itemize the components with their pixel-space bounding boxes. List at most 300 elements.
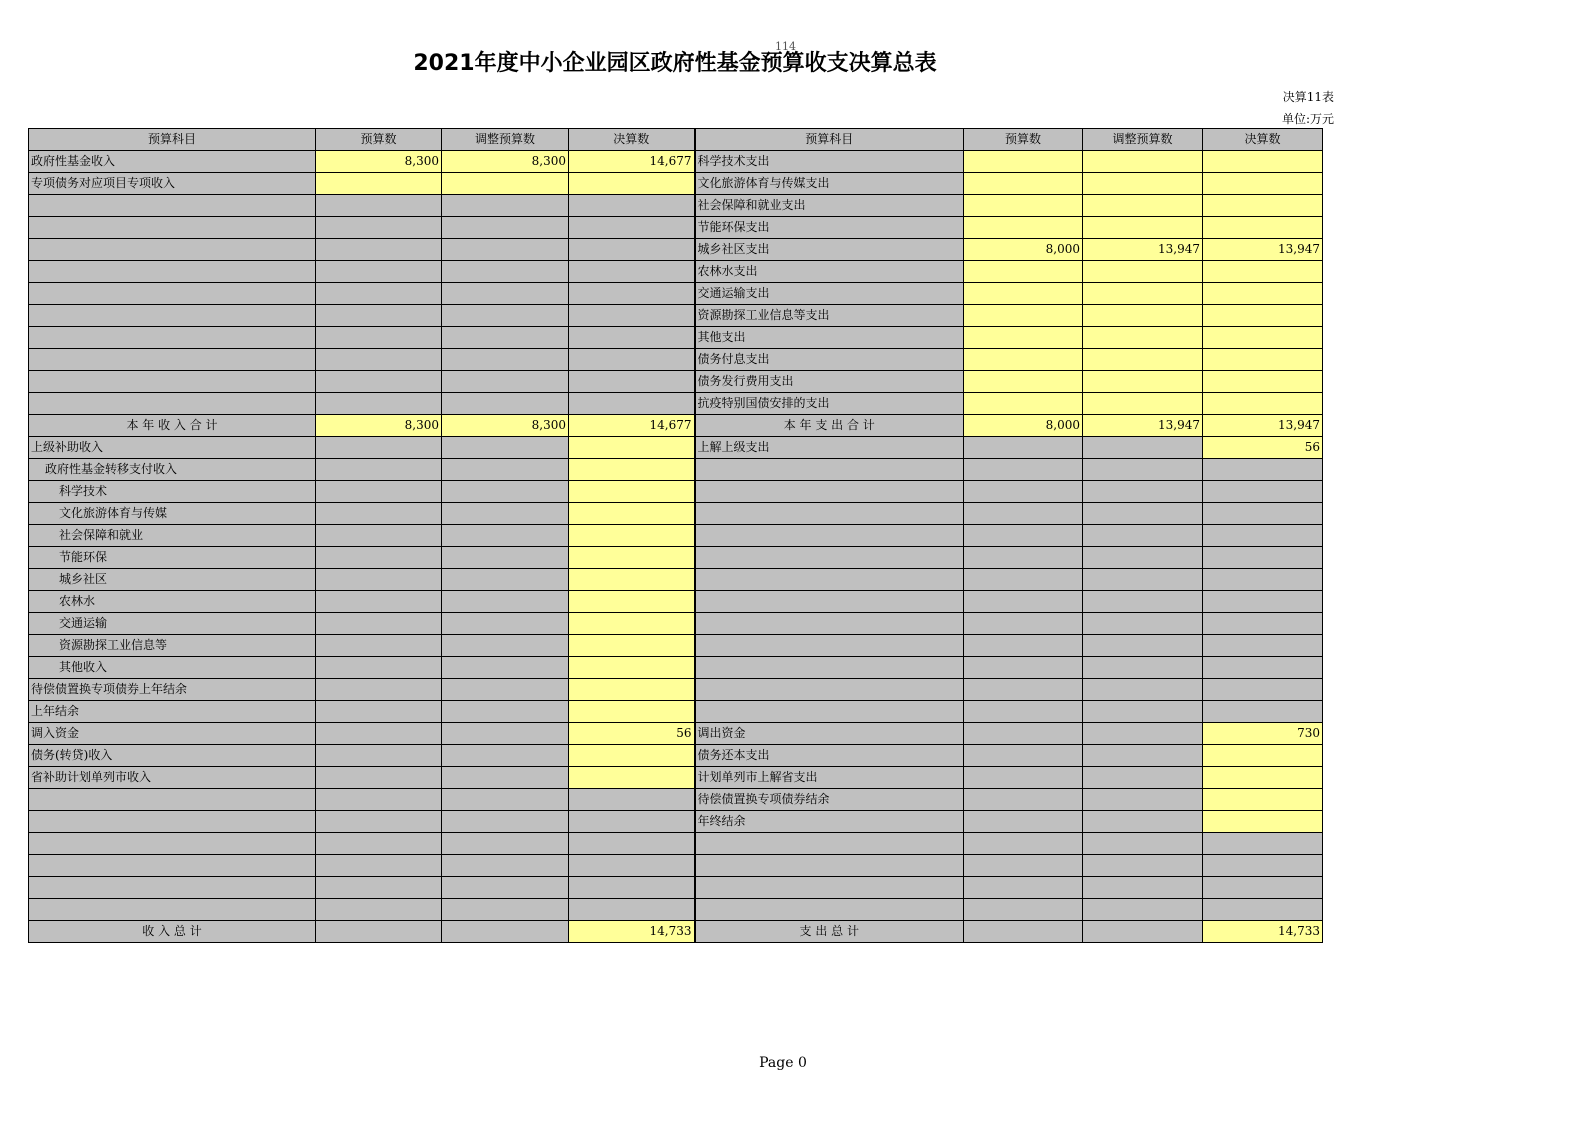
left-final-cell	[569, 349, 695, 371]
right-final-cell	[1203, 547, 1323, 569]
left-subject-cell: 收 入 总 计	[29, 921, 316, 943]
right-final-cell: 730	[1203, 723, 1323, 745]
left-adjusted-cell: 8,300	[442, 415, 569, 437]
left-budget-cell	[316, 217, 442, 239]
left-budget-cell	[316, 173, 442, 195]
right-final-cell	[1203, 481, 1323, 503]
left-adjusted-cell	[442, 239, 569, 261]
right-budget-cell	[964, 327, 1083, 349]
right-final-cell: 13,947	[1203, 239, 1323, 261]
right-final-cell	[1203, 569, 1323, 591]
right-subject-cell	[695, 899, 964, 921]
table-row	[29, 723, 1323, 745]
right-final-cell	[1203, 525, 1323, 547]
left-subject-cell	[29, 393, 316, 415]
page-title: 2021年度中小企业园区政府性基金预算收支决算总表	[413, 51, 937, 76]
left-adjusted-cell	[442, 855, 569, 877]
right-subject-cell	[695, 877, 964, 899]
table-row	[29, 327, 1323, 349]
right-subject-cell	[695, 635, 964, 657]
right-final-cell: 13,947	[1203, 415, 1323, 437]
right-budget-cell	[964, 877, 1083, 899]
left-adjusted-cell	[442, 767, 569, 789]
right-final-cell	[1203, 283, 1323, 305]
right-adjusted-cell	[1083, 217, 1203, 239]
left-adjusted-cell	[442, 327, 569, 349]
left-adjusted-cell	[442, 283, 569, 305]
right-subject-cell: 上解上级支出	[695, 437, 964, 459]
right-final-cell	[1203, 591, 1323, 613]
left-final-cell	[569, 701, 695, 723]
page-footer: Page 0	[759, 1055, 807, 1071]
left-subject-cell: 政府性基金转移支付收入	[29, 459, 316, 481]
right-adjusted-cell	[1083, 767, 1203, 789]
right-final-cell	[1203, 173, 1323, 195]
left-subject-cell: 政府性基金收入	[29, 151, 316, 173]
left-subject-cell	[29, 833, 316, 855]
left-budget-cell	[316, 635, 442, 657]
right-budget-cell	[964, 701, 1083, 723]
right-final-cell	[1203, 503, 1323, 525]
right-budget-cell: 8,000	[964, 415, 1083, 437]
right-adjusted-cell	[1083, 811, 1203, 833]
left-adjusted-cell	[442, 349, 569, 371]
left-budget-cell	[316, 657, 442, 679]
right-final-cell	[1203, 195, 1323, 217]
right-subject-cell	[695, 855, 964, 877]
left-final-cell	[569, 789, 695, 811]
right-final-cell	[1203, 393, 1323, 415]
header-right-subject: 预算科目	[695, 129, 964, 151]
right-budget-cell	[964, 657, 1083, 679]
right-subject-cell	[695, 459, 964, 481]
table-row	[29, 305, 1323, 327]
left-final-cell	[569, 635, 695, 657]
left-adjusted-cell	[442, 371, 569, 393]
left-adjusted-cell	[442, 877, 569, 899]
left-subject-cell	[29, 239, 316, 261]
right-subject-cell: 社会保障和就业支出	[695, 195, 964, 217]
right-budget-cell	[964, 525, 1083, 547]
left-subject-cell: 上年结余	[29, 701, 316, 723]
table-row	[29, 767, 1323, 789]
left-budget-cell	[316, 701, 442, 723]
right-final-cell	[1203, 459, 1323, 481]
header-left-final: 决算数	[569, 129, 695, 151]
right-final-cell	[1203, 349, 1323, 371]
left-adjusted-cell	[442, 195, 569, 217]
right-adjusted-cell	[1083, 547, 1203, 569]
left-subject-cell: 省补助计划单列市收入	[29, 767, 316, 789]
left-budget-cell: 8,300	[316, 151, 442, 173]
right-adjusted-cell	[1083, 635, 1203, 657]
left-subject-cell: 社会保障和就业	[29, 525, 316, 547]
left-budget-cell	[316, 525, 442, 547]
right-budget-cell	[964, 855, 1083, 877]
right-adjusted-cell	[1083, 349, 1203, 371]
left-final-cell	[569, 217, 695, 239]
right-adjusted-cell	[1083, 283, 1203, 305]
right-budget-cell	[964, 393, 1083, 415]
left-final-cell	[569, 811, 695, 833]
right-budget-cell	[964, 173, 1083, 195]
left-adjusted-cell	[442, 217, 569, 239]
right-adjusted-cell	[1083, 525, 1203, 547]
right-budget-cell	[964, 217, 1083, 239]
left-budget-cell	[316, 305, 442, 327]
right-subject-cell: 文化旅游体育与传媒支出	[695, 173, 964, 195]
left-final-cell	[569, 393, 695, 415]
right-subject-cell: 科学技术支出	[695, 151, 964, 173]
right-final-cell	[1203, 811, 1323, 833]
table-row	[29, 811, 1323, 833]
left-final-cell	[569, 767, 695, 789]
left-adjusted-cell	[442, 833, 569, 855]
right-budget-cell	[964, 767, 1083, 789]
right-final-cell	[1203, 305, 1323, 327]
table-row	[29, 195, 1323, 217]
left-budget-cell	[316, 393, 442, 415]
right-adjusted-cell	[1083, 393, 1203, 415]
left-subject-cell: 交通运输	[29, 613, 316, 635]
right-subject-cell: 抗疫特别国债安排的支出	[695, 393, 964, 415]
left-final-cell	[569, 503, 695, 525]
left-subject-cell	[29, 811, 316, 833]
left-adjusted-cell	[442, 481, 569, 503]
left-final-cell	[569, 305, 695, 327]
left-subject-cell	[29, 217, 316, 239]
right-final-cell	[1203, 613, 1323, 635]
left-budget-cell	[316, 195, 442, 217]
right-adjusted-cell	[1083, 877, 1203, 899]
header-right-budget: 预算数	[964, 129, 1083, 151]
right-adjusted-cell	[1083, 261, 1203, 283]
right-budget-cell	[964, 635, 1083, 657]
left-final-cell: 14,677	[569, 151, 695, 173]
right-final-cell	[1203, 371, 1323, 393]
right-subject-cell: 年终结余	[695, 811, 964, 833]
left-budget-cell	[316, 789, 442, 811]
table-row	[29, 591, 1323, 613]
right-subject-cell	[695, 525, 964, 547]
right-subject-cell: 其他支出	[695, 327, 964, 349]
left-final-cell	[569, 833, 695, 855]
left-final-cell	[569, 899, 695, 921]
header-row	[29, 129, 1323, 151]
left-adjusted-cell	[442, 525, 569, 547]
right-budget-cell	[964, 569, 1083, 591]
right-budget-cell	[964, 921, 1083, 943]
table-row	[29, 371, 1323, 393]
left-subject-cell: 待偿债置换专项债券上年结余	[29, 679, 316, 701]
right-adjusted-cell	[1083, 503, 1203, 525]
right-final-cell	[1203, 217, 1323, 239]
right-subject-cell	[695, 569, 964, 591]
table-row	[29, 789, 1323, 811]
table-row	[29, 547, 1323, 569]
right-adjusted-cell	[1083, 173, 1203, 195]
left-budget-cell	[316, 239, 442, 261]
table-row	[29, 525, 1323, 547]
right-subject-cell	[695, 547, 964, 569]
left-adjusted-cell	[442, 503, 569, 525]
left-subject-cell: 科学技术	[29, 481, 316, 503]
table-row	[29, 701, 1323, 723]
left-final-cell	[569, 525, 695, 547]
table-row	[29, 173, 1323, 195]
right-adjusted-cell	[1083, 701, 1203, 723]
table-row	[29, 261, 1323, 283]
left-budget-cell	[316, 371, 442, 393]
right-budget-cell	[964, 261, 1083, 283]
left-final-cell	[569, 173, 695, 195]
right-subject-cell: 债务发行费用支出	[695, 371, 964, 393]
table-row	[29, 833, 1323, 855]
table-row	[29, 613, 1323, 635]
left-final-cell	[569, 261, 695, 283]
right-budget-cell	[964, 745, 1083, 767]
left-final-cell: 14,733	[569, 921, 695, 943]
right-budget-cell	[964, 723, 1083, 745]
left-subject-cell: 专项债务对应项目专项收入	[29, 173, 316, 195]
left-final-cell	[569, 657, 695, 679]
header-left-budget: 预算数	[316, 129, 442, 151]
right-adjusted-cell	[1083, 921, 1203, 943]
right-subject-cell	[695, 481, 964, 503]
table-row	[29, 349, 1323, 371]
right-budget-cell	[964, 481, 1083, 503]
right-budget-cell	[964, 811, 1083, 833]
right-final-cell	[1203, 151, 1323, 173]
right-adjusted-cell	[1083, 855, 1203, 877]
left-subject-cell	[29, 261, 316, 283]
page-mark: 114	[775, 40, 796, 53]
right-budget-cell	[964, 547, 1083, 569]
table-row	[29, 745, 1323, 767]
left-adjusted-cell	[442, 745, 569, 767]
left-final-cell	[569, 591, 695, 613]
right-budget-cell	[964, 833, 1083, 855]
right-subject-cell	[695, 503, 964, 525]
table-body	[29, 151, 1323, 943]
left-final-cell	[569, 239, 695, 261]
right-subject-cell: 调出资金	[695, 723, 964, 745]
right-final-cell	[1203, 877, 1323, 899]
table-row	[29, 283, 1323, 305]
left-adjusted-cell: 8,300	[442, 151, 569, 173]
right-subject-cell: 交通运输支出	[695, 283, 964, 305]
right-adjusted-cell	[1083, 305, 1203, 327]
table-row	[29, 657, 1323, 679]
left-subject-cell: 城乡社区	[29, 569, 316, 591]
left-budget-cell	[316, 679, 442, 701]
left-final-cell	[569, 547, 695, 569]
header-left-adjusted: 调整预算数	[442, 129, 569, 151]
table-row	[29, 921, 1323, 943]
left-final-cell	[569, 371, 695, 393]
right-adjusted-cell: 13,947	[1083, 415, 1203, 437]
right-subject-cell	[695, 701, 964, 723]
right-subject-cell: 债务还本支出	[695, 745, 964, 767]
left-final-cell	[569, 745, 695, 767]
left-adjusted-cell	[442, 261, 569, 283]
left-final-cell	[569, 437, 695, 459]
right-final-cell: 14,733	[1203, 921, 1323, 943]
right-budget-cell	[964, 503, 1083, 525]
left-adjusted-cell	[442, 173, 569, 195]
left-subject-cell	[29, 371, 316, 393]
right-subject-cell: 计划单列市上解省支出	[695, 767, 964, 789]
right-subject-cell: 农林水支出	[695, 261, 964, 283]
right-final-cell	[1203, 833, 1323, 855]
table-row	[29, 877, 1323, 899]
right-budget-cell	[964, 349, 1083, 371]
left-subject-cell	[29, 349, 316, 371]
left-subject-cell	[29, 305, 316, 327]
right-adjusted-cell	[1083, 481, 1203, 503]
left-subject-cell	[29, 877, 316, 899]
right-subject-cell	[695, 679, 964, 701]
left-budget-cell	[316, 547, 442, 569]
right-subject-cell: 支 出 总 计	[695, 921, 964, 943]
right-adjusted-cell	[1083, 723, 1203, 745]
left-budget-cell	[316, 723, 442, 745]
right-final-cell	[1203, 745, 1323, 767]
left-adjusted-cell	[442, 305, 569, 327]
right-budget-cell	[964, 195, 1083, 217]
unit-label: 单位:万元	[1281, 112, 1334, 126]
right-adjusted-cell	[1083, 459, 1203, 481]
left-subject-cell: 资源勘探工业信息等	[29, 635, 316, 657]
right-adjusted-cell	[1083, 899, 1203, 921]
right-budget-cell	[964, 305, 1083, 327]
header-right-adjusted: 调整预算数	[1083, 129, 1203, 151]
right-adjusted-cell: 13,947	[1083, 239, 1203, 261]
right-subject-cell	[695, 613, 964, 635]
right-budget-cell	[964, 371, 1083, 393]
left-adjusted-cell	[442, 789, 569, 811]
right-final-cell	[1203, 635, 1323, 657]
left-subject-cell	[29, 327, 316, 349]
right-final-cell	[1203, 767, 1323, 789]
left-adjusted-cell	[442, 569, 569, 591]
right-adjusted-cell	[1083, 613, 1203, 635]
right-final-cell	[1203, 855, 1323, 877]
left-budget-cell	[316, 921, 442, 943]
left-budget-cell	[316, 591, 442, 613]
left-adjusted-cell	[442, 437, 569, 459]
table-row	[29, 635, 1323, 657]
left-budget-cell	[316, 283, 442, 305]
right-final-cell	[1203, 701, 1323, 723]
left-adjusted-cell	[442, 679, 569, 701]
right-subject-cell: 资源勘探工业信息等支出	[695, 305, 964, 327]
right-adjusted-cell	[1083, 591, 1203, 613]
right-final-cell	[1203, 327, 1323, 349]
left-budget-cell	[316, 349, 442, 371]
table-row	[29, 415, 1323, 437]
left-subject-cell	[29, 789, 316, 811]
right-budget-cell	[964, 613, 1083, 635]
left-budget-cell	[316, 877, 442, 899]
left-adjusted-cell	[442, 723, 569, 745]
left-budget-cell	[316, 481, 442, 503]
right-adjusted-cell	[1083, 151, 1203, 173]
left-budget-cell	[316, 767, 442, 789]
left-final-cell	[569, 283, 695, 305]
right-adjusted-cell	[1083, 437, 1203, 459]
table-row	[29, 217, 1323, 239]
right-adjusted-cell	[1083, 679, 1203, 701]
header-right-final: 决算数	[1203, 129, 1323, 151]
right-adjusted-cell	[1083, 657, 1203, 679]
left-subject-cell	[29, 195, 316, 217]
right-adjusted-cell	[1083, 789, 1203, 811]
left-subject-cell: 本 年 收 入 合 计	[29, 415, 316, 437]
table-row	[29, 151, 1323, 173]
left-budget-cell	[316, 569, 442, 591]
right-subject-cell	[695, 657, 964, 679]
left-final-cell	[569, 569, 695, 591]
right-budget-cell	[964, 679, 1083, 701]
left-budget-cell: 8,300	[316, 415, 442, 437]
right-subject-cell	[695, 833, 964, 855]
left-subject-cell: 农林水	[29, 591, 316, 613]
left-adjusted-cell	[442, 591, 569, 613]
table-row	[29, 569, 1323, 591]
table-row	[29, 393, 1323, 415]
left-adjusted-cell	[442, 701, 569, 723]
right-subject-cell: 城乡社区支出	[695, 239, 964, 261]
left-final-cell	[569, 613, 695, 635]
table-row	[29, 481, 1323, 503]
right-budget-cell	[964, 459, 1083, 481]
left-adjusted-cell	[442, 635, 569, 657]
table-row	[29, 899, 1323, 921]
left-final-cell	[569, 459, 695, 481]
left-budget-cell	[316, 327, 442, 349]
right-final-cell	[1203, 899, 1323, 921]
right-final-cell	[1203, 657, 1323, 679]
right-subject-cell: 待偿债置换专项债券结余	[695, 789, 964, 811]
right-adjusted-cell	[1083, 833, 1203, 855]
left-budget-cell	[316, 855, 442, 877]
right-budget-cell	[964, 151, 1083, 173]
left-adjusted-cell	[442, 459, 569, 481]
left-budget-cell	[316, 613, 442, 635]
left-final-cell	[569, 679, 695, 701]
table-row	[29, 503, 1323, 525]
right-budget-cell	[964, 283, 1083, 305]
table-row	[29, 459, 1323, 481]
left-budget-cell	[316, 899, 442, 921]
right-subject-cell: 本 年 支 出 合 计	[695, 415, 964, 437]
left-final-cell	[569, 855, 695, 877]
left-budget-cell	[316, 437, 442, 459]
left-budget-cell	[316, 459, 442, 481]
left-subject-cell: 上级补助收入	[29, 437, 316, 459]
right-adjusted-cell	[1083, 327, 1203, 349]
right-final-cell	[1203, 789, 1323, 811]
left-final-cell: 14,677	[569, 415, 695, 437]
table-row	[29, 855, 1323, 877]
header-left-subject: 预算科目	[29, 129, 316, 151]
left-adjusted-cell	[442, 899, 569, 921]
right-budget-cell: 8,000	[964, 239, 1083, 261]
table-row	[29, 239, 1323, 261]
right-subject-cell: 节能环保支出	[695, 217, 964, 239]
right-subject-cell	[695, 591, 964, 613]
